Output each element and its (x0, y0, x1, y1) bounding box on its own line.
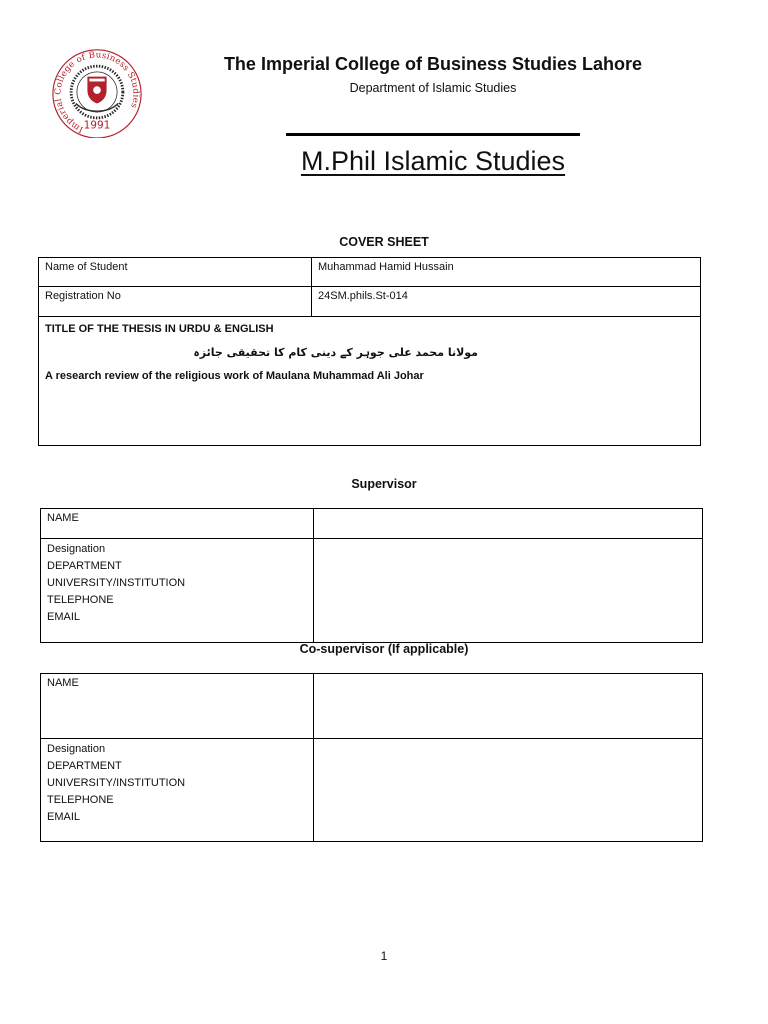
co-designation-label: Designation (47, 743, 106, 755)
supervisor-title: Supervisor (351, 477, 417, 491)
college-name: The Imperial College of Business Studies Lahore (223, 54, 643, 74)
program-title: M.Phil Islamic Studies (300, 146, 566, 176)
co-supervisor-details-labels (41, 739, 314, 842)
supervisor-name-label: NAME (41, 509, 314, 539)
co-supervisor-name-row (41, 674, 703, 739)
telephone-label: TELEPHONE (47, 594, 114, 606)
supervisor-name-value (314, 509, 703, 539)
co-supervisor-title: Co-supervisor (If applicable) (299, 642, 469, 656)
registration-row (39, 287, 701, 317)
seal-ring-text: Imperial College of Business Studies (53, 50, 141, 135)
supervisor-table (40, 508, 703, 643)
thesis-title-row (39, 317, 701, 446)
student-name-value: Muhammad Hamid Hussain (312, 258, 701, 287)
registration-label: Registration No (39, 287, 312, 317)
co-telephone-label: TELEPHONE (47, 794, 114, 806)
seal-year: 1991 (83, 119, 111, 132)
email-label: EMAIL (47, 611, 81, 623)
co-department-label: DEPARTMENT (47, 760, 122, 772)
page-number: 1 (380, 949, 388, 963)
title-rule (286, 133, 580, 136)
supervisor-details-value (314, 539, 703, 643)
supervisor-name-row (41, 509, 703, 539)
cover-sheet-table (38, 257, 701, 446)
designation-label: Designation (47, 543, 106, 555)
thesis-title-cell (39, 317, 701, 446)
co-supervisor-name-label: NAME (41, 674, 314, 739)
co-supervisor-name-value (314, 674, 703, 739)
co-supervisor-details-row (41, 739, 703, 842)
university-label: UNIVERSITY/INSTITUTION (47, 577, 186, 589)
supervisor-details-row (41, 539, 703, 643)
co-email-label: EMAIL (47, 811, 81, 823)
student-name-label: Name of Student (39, 258, 312, 287)
registration-value: 24SM.phils.St-014 (312, 287, 701, 317)
department-label: DEPARTMENT (47, 560, 122, 572)
department-name: Department of Islamic Studies (349, 81, 517, 95)
thesis-title-urdu: مولانا محمد علی جوہر کے دینی کام کا تحقیقی جائزہ (193, 346, 478, 359)
co-university-label: UNIVERSITY/INSTITUTION (47, 777, 186, 789)
thesis-title-label: TITLE OF THE THESIS IN URDU & ENGLISH (45, 323, 274, 335)
co-supervisor-table (40, 673, 703, 842)
co-supervisor-details-value (314, 739, 703, 842)
supervisor-details-labels (41, 539, 314, 643)
cover-sheet-title: COVER SHEET (339, 235, 429, 249)
thesis-title-english: A research review of the religious work of Maulana Muhammad Ali Johar (45, 370, 424, 382)
student-name-row (39, 258, 701, 287)
